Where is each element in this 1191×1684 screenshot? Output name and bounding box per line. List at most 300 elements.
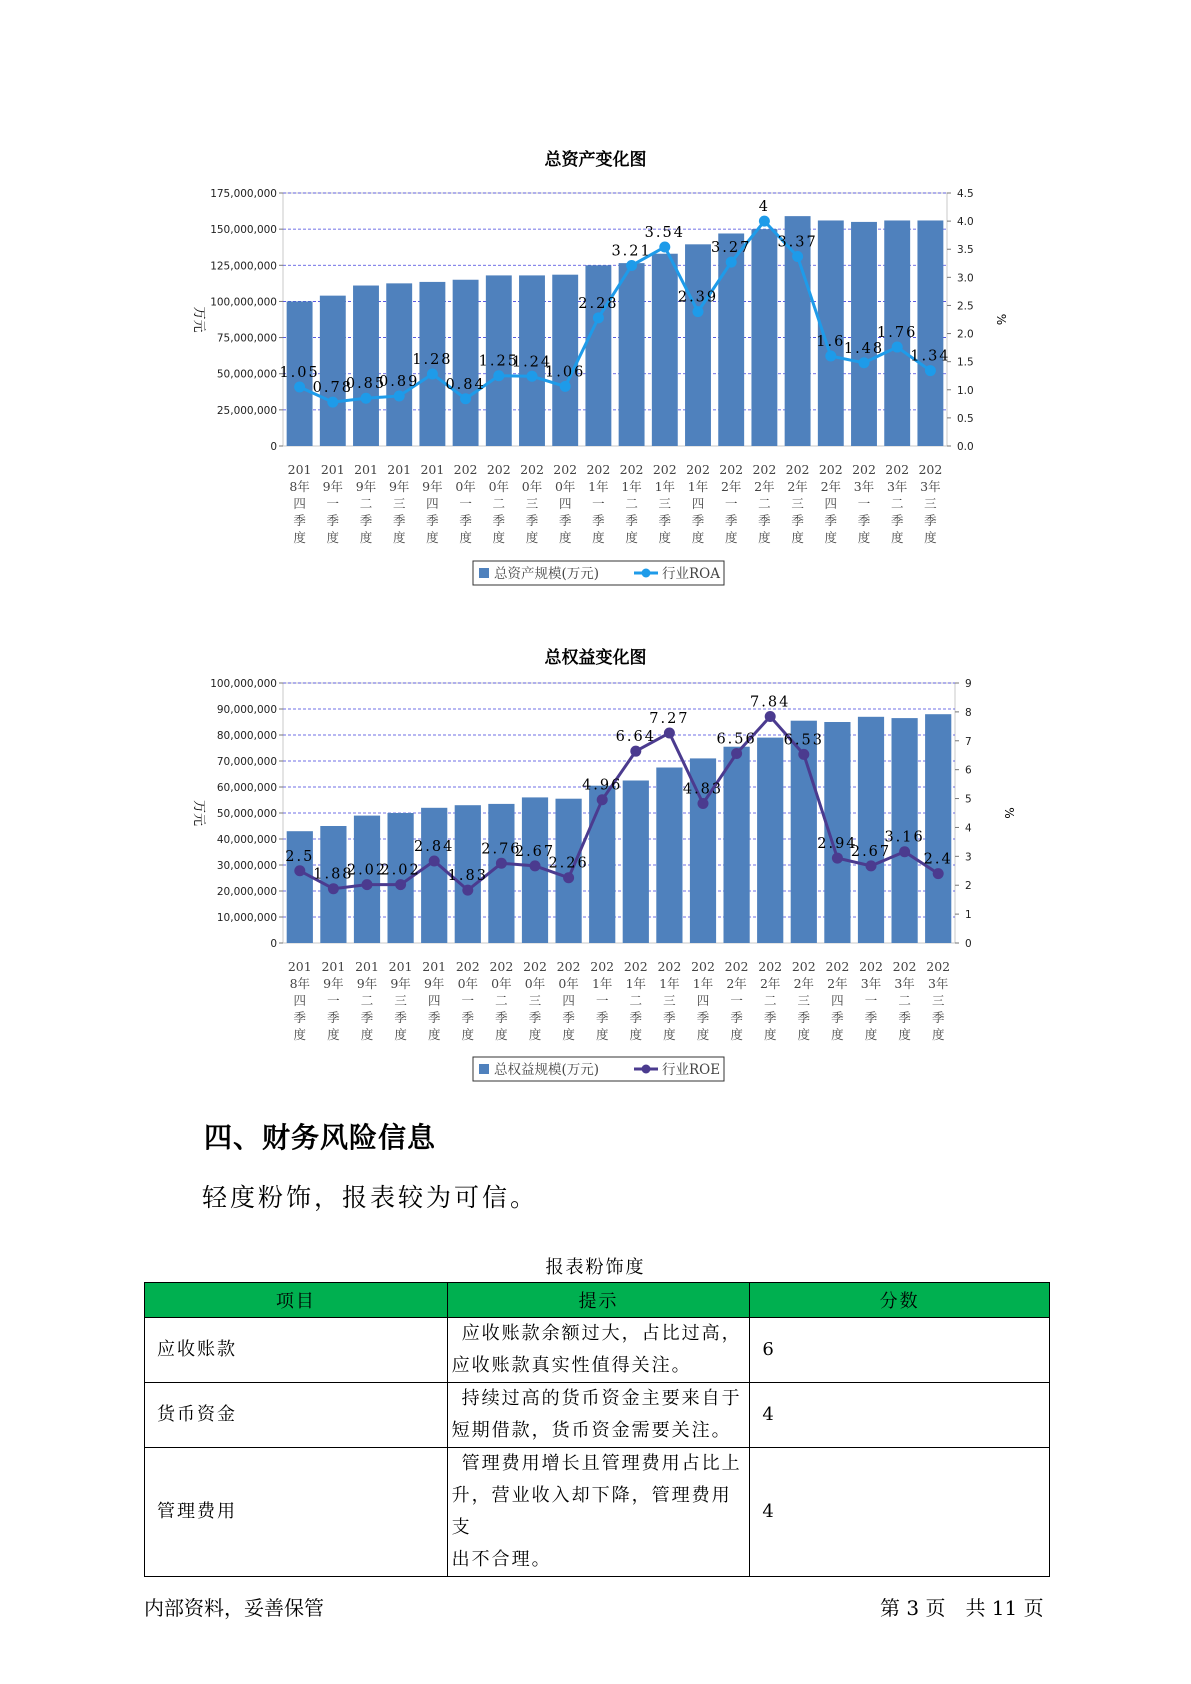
x-tick-label: 202 [818,462,843,477]
x-tick-label: 1年 [588,479,609,494]
point-label: 2.84 [414,838,455,855]
x-tick-label: 202 [520,462,544,477]
x-tick-label: 度 [824,530,838,545]
x-tick-label: 0年 [524,976,546,991]
line-point [462,885,473,896]
point-label: 2.76 [481,841,522,858]
line-point [560,381,571,392]
chart-2-title: 总权益变化图 [544,648,647,668]
line-point [626,260,637,271]
point-label: 6.53 [783,732,824,749]
line-point [493,370,504,381]
y2-tick-label: 4 [965,822,972,835]
line-point [698,798,709,809]
line-point [630,746,641,757]
row-hint [447,1318,750,1383]
table-row [145,1383,1050,1448]
x-tick-label: 度 [327,1027,340,1042]
x-tick-label: 一 [730,993,743,1008]
plot-area [283,193,947,446]
x-tick-label: 1年 [591,976,613,991]
x-tick-label: 0年 [554,479,576,494]
y-tick-label: 10,000,000 [216,912,277,924]
bar [723,747,749,943]
point-label: 2.02 [380,862,421,879]
x-tick-label: 二 [763,993,777,1008]
y2-tick-label: 7 [965,735,972,748]
y2-axis-label: % [1002,807,1016,819]
point-label: 0.84 [445,376,486,393]
line-point [726,257,737,268]
point-label: 2.4 [923,851,953,868]
x-tick-label: 2年 [726,976,747,991]
line-point [496,858,507,869]
y-tick-label: 80,000,000 [216,730,277,742]
bar [656,768,682,944]
point-label: 2.67 [850,843,892,860]
x-tick-label: 一 [857,496,871,511]
row-hint [447,1383,750,1448]
x-tick-label: 度 [459,530,472,545]
x-tick-label: 一 [327,993,340,1008]
x-tick-label: 四 [293,993,307,1008]
x-tick-label: 四 [562,993,575,1008]
bar [453,280,479,446]
line-point [899,846,910,857]
x-tick-label: 202 [724,959,749,974]
line-point [825,351,836,362]
line-point [395,879,406,890]
point-label: 1.05 [279,364,320,381]
point-label: 1.48 [843,340,885,357]
x-tick-label: 202 [918,462,943,477]
x-tick-label: 季 [562,1010,575,1025]
bar [320,296,346,446]
x-tick-label: 四 [293,496,306,511]
x-tick-label: 季 [558,513,572,528]
y-tick-label: 100,000,000 [210,296,277,309]
section-heading: 四、财务风险信息 [204,1121,437,1154]
x-tick-label: 季 [426,513,439,528]
x-tick-label: 度 [528,1027,542,1042]
total-assets-chart [0,175,1191,630]
header-item: 项目 [145,1283,448,1318]
x-tick-label: 季 [359,513,373,528]
x-tick-label: 度 [758,530,771,545]
y2-tick-label: 3 [965,851,972,864]
row-hint [447,1448,750,1577]
x-tick-label: 季 [696,1010,710,1025]
line-point [693,306,704,317]
total-equity-chart [0,675,1191,1115]
x-tick-label: 度 [392,530,406,545]
x-tick-label: 四 [427,993,441,1008]
x-tick-label: 度 [426,530,439,545]
y2-tick-label: 0.0 [957,441,974,453]
x-tick-label: 季 [763,1010,777,1025]
x-tick-label: 四 [696,993,710,1008]
x-tick-label: 202 [758,959,783,974]
x-tick-label: 202 [652,462,677,477]
row-hint-line: 持续过高的货币资金主要来自于 [461,1388,742,1409]
x-tick-label: 1年 [654,479,676,494]
x-tick-label: 202 [926,959,951,974]
x-tick-label: 季 [663,1010,676,1025]
x-tick-label: 度 [629,1027,643,1042]
x-tick-label: 度 [558,530,572,545]
x-tick-label: 202 [556,959,581,974]
x-tick-label: 202 [623,959,648,974]
line-point [362,879,373,890]
x-tick-label: 202 [586,462,611,477]
point-label: 0.78 [312,380,353,397]
x-tick-label: 季 [824,513,838,528]
x-tick-label: 201 [387,462,412,477]
x-tick-label: 季 [629,1010,643,1025]
x-tick-label: 度 [293,1027,307,1042]
x-tick-label: 度 [592,530,605,545]
y-tick-label: 50,000,000 [216,368,277,381]
x-tick-label: 二 [625,496,638,511]
point-label: 3.37 [777,234,818,251]
x-tick-label: 度 [326,530,340,545]
line-point [563,872,574,883]
point-label: 2.26 [548,855,589,872]
x-tick-label: 季 [924,513,937,528]
line-point [765,711,776,722]
y2-tick-label: 2 [965,880,972,893]
point-label: 1.25 [478,353,519,370]
y-tick-label: 150,000,000 [210,224,277,237]
y2-tick-label: 1 [965,909,972,922]
x-tick-label: 201 [287,959,312,974]
line-point [427,369,438,380]
row-item: 管理费用 [145,1448,448,1577]
x-tick-label: 一 [595,993,609,1008]
x-tick-label: 度 [394,1027,407,1042]
line-point [832,853,843,864]
x-tick-label: 三 [658,496,672,511]
y2-tick-label: 5 [965,793,972,806]
bar [623,781,649,944]
bar [589,786,615,943]
point-label: 3.16 [884,829,925,846]
bar [585,265,611,446]
point-label: 4.96 [582,777,623,794]
chart-1-title: 总资产变化图 [544,150,647,170]
point-label: 2.39 [677,289,719,306]
x-tick-label: 度 [691,530,705,545]
y2-tick-label: 9 [965,678,972,690]
x-tick-label: 2年 [754,479,775,494]
row-score: 6 [750,1318,1050,1383]
x-tick-label: 2年 [787,479,808,494]
point-label: 7.84 [750,694,791,711]
point-label: 1.88 [313,866,354,883]
line-point [659,241,670,252]
x-tick-label: 9年 [355,479,377,494]
x-tick-label: 8年 [289,479,310,494]
point-label: 0.89 [379,373,420,390]
x-tick-label: 9年 [388,479,410,494]
y-tick-label: 70,000,000 [216,756,277,768]
line-point [925,365,936,376]
x-tick-label: 二 [492,496,506,511]
x-tick-label: 季 [427,1010,441,1025]
line-point [394,390,405,401]
point-label: 6.64 [615,729,656,746]
x-tick-label: 201 [420,462,445,477]
x-tick-label: 度 [625,530,638,545]
point-label: 1.24 [511,354,553,371]
x-tick-label: 度 [461,1027,475,1042]
x-tick-label: 度 [525,530,539,545]
y2-tick-label: 1.0 [957,384,974,397]
x-tick-label: 3年 [927,976,949,991]
x-tick-label: 8年 [289,976,311,991]
x-tick-label: 三 [528,993,542,1008]
line-point [527,371,538,382]
y-tick-label: 90,000,000 [216,704,277,716]
x-tick-label: 202 [691,959,715,974]
point-label: 1.34 [910,348,951,365]
x-tick-label: 二 [758,496,771,511]
x-tick-label: 度 [864,1027,878,1042]
point-label: 3.54 [644,224,685,241]
y2-tick-label: 3.0 [957,272,974,285]
point-label: 3.21 [611,243,652,260]
x-tick-label: 度 [890,530,904,545]
point-label: 2.02 [346,862,388,879]
x-tick-label: 季 [360,1010,374,1025]
x-tick-label: 季 [864,1010,878,1025]
x-tick-label: 季 [459,513,472,528]
x-tick-label: 0年 [457,976,479,991]
point-label: 2.94 [817,836,858,853]
x-tick-label: 2年 [720,479,742,494]
x-tick-label: 季 [658,513,672,528]
line-point [859,357,870,368]
x-tick-label: 度 [663,1027,676,1042]
x-tick-label: 二 [495,993,508,1008]
row-hint-line: 管理费用增长且管理费用占比上 [461,1453,742,1474]
legend-line-label: 行业ROE [662,1062,721,1078]
x-tick-label: 9年 [422,479,443,494]
x-tick-label: 201 [388,959,413,974]
x-tick-label: 一 [592,496,605,511]
bar [757,738,783,943]
footer-page-number: 第 3 页 共 11 页 [880,1596,1044,1620]
header-hint: 提示 [447,1283,750,1318]
line-point [933,868,944,879]
x-tick-label: 度 [360,1027,374,1042]
bar [552,275,578,446]
legend-bar-swatch [479,568,489,578]
x-tick-label: 201 [321,959,346,974]
point-label: 2.5 [285,848,315,865]
x-tick-label: 202 [852,462,876,477]
y-tick-label: 30,000,000 [216,860,277,872]
x-tick-label: 202 [825,959,850,974]
table-header-row [145,1283,1050,1318]
x-tick-label: 季 [890,513,904,528]
x-tick-label: 二 [360,993,374,1008]
line-point [460,393,471,404]
x-tick-label: 季 [758,513,771,528]
x-tick-label: 202 [791,959,816,974]
x-tick-label: 度 [730,1027,743,1042]
line-point [892,342,903,353]
x-tick-label: 201 [287,462,312,477]
x-tick-label: 季 [495,1010,508,1025]
x-tick-label: 度 [791,530,804,545]
line-point [593,312,604,323]
x-tick-label: 1年 [625,976,647,991]
x-tick-label: 202 [719,462,744,477]
x-tick-label: 202 [657,959,682,974]
x-tick-label: 9年 [423,976,445,991]
x-tick-label: 202 [752,462,777,477]
x-tick-label: 四 [558,496,572,511]
x-tick-label: 四 [691,496,705,511]
x-tick-label: 三 [791,496,804,511]
x-tick-label: 季 [797,1010,811,1025]
header-score: 分数 [750,1283,1050,1318]
x-tick-label: 度 [696,1027,710,1042]
x-tick-label: 3年 [886,479,908,494]
x-tick-label: 3年 [894,976,915,991]
line-point [759,216,770,227]
x-tick-label: 三 [924,496,937,511]
y-tick-label: 20,000,000 [216,886,277,898]
bar [488,804,514,943]
x-tick-label: 度 [492,530,506,545]
x-tick-label: 一 [461,993,475,1008]
line-point [664,727,675,738]
x-tick-label: 季 [857,513,871,528]
x-tick-label: 二 [890,496,904,511]
x-tick-label: 二 [898,993,911,1008]
x-tick-label: 季 [730,1010,743,1025]
x-tick-label: 202 [523,959,547,974]
point-label: 1.28 [412,352,453,369]
row-hint-line: 应收账款真实性值得关注。 [451,1355,692,1376]
x-tick-label: 202 [486,462,511,477]
x-tick-label: 202 [686,462,710,477]
risk-summary: 轻度粉饰，报表较为可信。 [202,1183,539,1212]
y-tick-label: 0 [270,938,277,950]
line-point [731,748,742,759]
row-score: 4 [750,1448,1050,1577]
x-tick-label: 三 [797,993,811,1008]
x-tick-label: 一 [864,993,878,1008]
risk-table [144,1282,1050,1577]
legend-line-label: 行业ROA [662,566,720,582]
x-tick-label: 202 [553,462,578,477]
x-tick-label: 度 [763,1027,777,1042]
x-tick-label: 二 [629,993,643,1008]
x-tick-label: 季 [293,1010,307,1025]
x-tick-label: 9年 [390,976,411,991]
x-tick-label: 9年 [322,479,344,494]
y2-tick-label: 8 [965,706,972,719]
x-tick-label: 四 [831,993,844,1008]
x-tick-label: 季 [327,1010,340,1025]
x-tick-label: 2年 [759,976,781,991]
x-tick-label: 2年 [820,479,842,494]
point-label: 4.83 [682,781,724,798]
x-tick-label: 季 [691,513,705,528]
y-tick-label: 25,000,000 [216,404,277,417]
y-tick-label: 100,000,000 [210,678,277,690]
y-tick-label: 60,000,000 [216,782,277,794]
x-tick-label: 一 [459,496,472,511]
x-tick-label: 三 [392,496,406,511]
x-tick-label: 9年 [323,976,344,991]
x-tick-label: 202 [489,959,514,974]
y2-tick-label: 0.5 [957,412,974,425]
x-tick-label: 度 [359,530,373,545]
line-point [792,251,803,262]
x-tick-label: 季 [592,513,605,528]
x-tick-label: 1年 [659,976,680,991]
y2-tick-label: 4.5 [957,188,974,200]
x-tick-label: 0年 [521,479,543,494]
y2-tick-label: 0 [965,938,972,950]
x-tick-label: 季 [461,1010,475,1025]
row-hint-line: 升，营业收入却下降，管理费用支 [451,1485,732,1538]
x-tick-label: 季 [791,513,804,528]
legend-line-marker [642,569,651,578]
x-tick-label: 202 [885,462,910,477]
x-tick-label: 三 [663,993,676,1008]
point-label: 1.6 [816,334,846,351]
x-tick-label: 三 [931,993,945,1008]
x-tick-label: 0年 [558,976,579,991]
bar [917,220,943,446]
point-label: 7.27 [649,710,690,727]
x-tick-label: 四 [824,496,838,511]
x-tick-label: 1年 [687,479,709,494]
footer-confidential: 内部资料，妥善保管 [144,1596,324,1620]
row-score: 4 [750,1383,1050,1448]
x-tick-label: 3年 [853,479,875,494]
x-tick-label: 度 [658,530,672,545]
table-row [145,1448,1050,1577]
point-label: 2.67 [514,843,556,860]
line-point [866,860,877,871]
legend-bar-swatch [479,1064,489,1074]
x-tick-label: 季 [724,513,738,528]
x-tick-label: 三 [394,993,407,1008]
bar [751,229,777,446]
table-row [145,1318,1050,1383]
bar [421,808,447,943]
x-tick-label: 度 [427,1027,441,1042]
x-tick-label: 季 [492,513,506,528]
x-tick-label: 201 [320,462,345,477]
legend-bar-label: 总资产规模(万元) [494,566,600,582]
line-point [798,749,809,760]
table-caption: 报表粉饰度 [545,1257,646,1278]
x-tick-label: 度 [898,1027,911,1042]
x-tick-label: 0年 [491,976,512,991]
x-tick-label: 一 [724,496,738,511]
x-tick-label: 度 [931,1027,945,1042]
x-tick-label: 季 [898,1010,911,1025]
row-item: 应收账款 [145,1318,448,1383]
bar [353,286,379,446]
